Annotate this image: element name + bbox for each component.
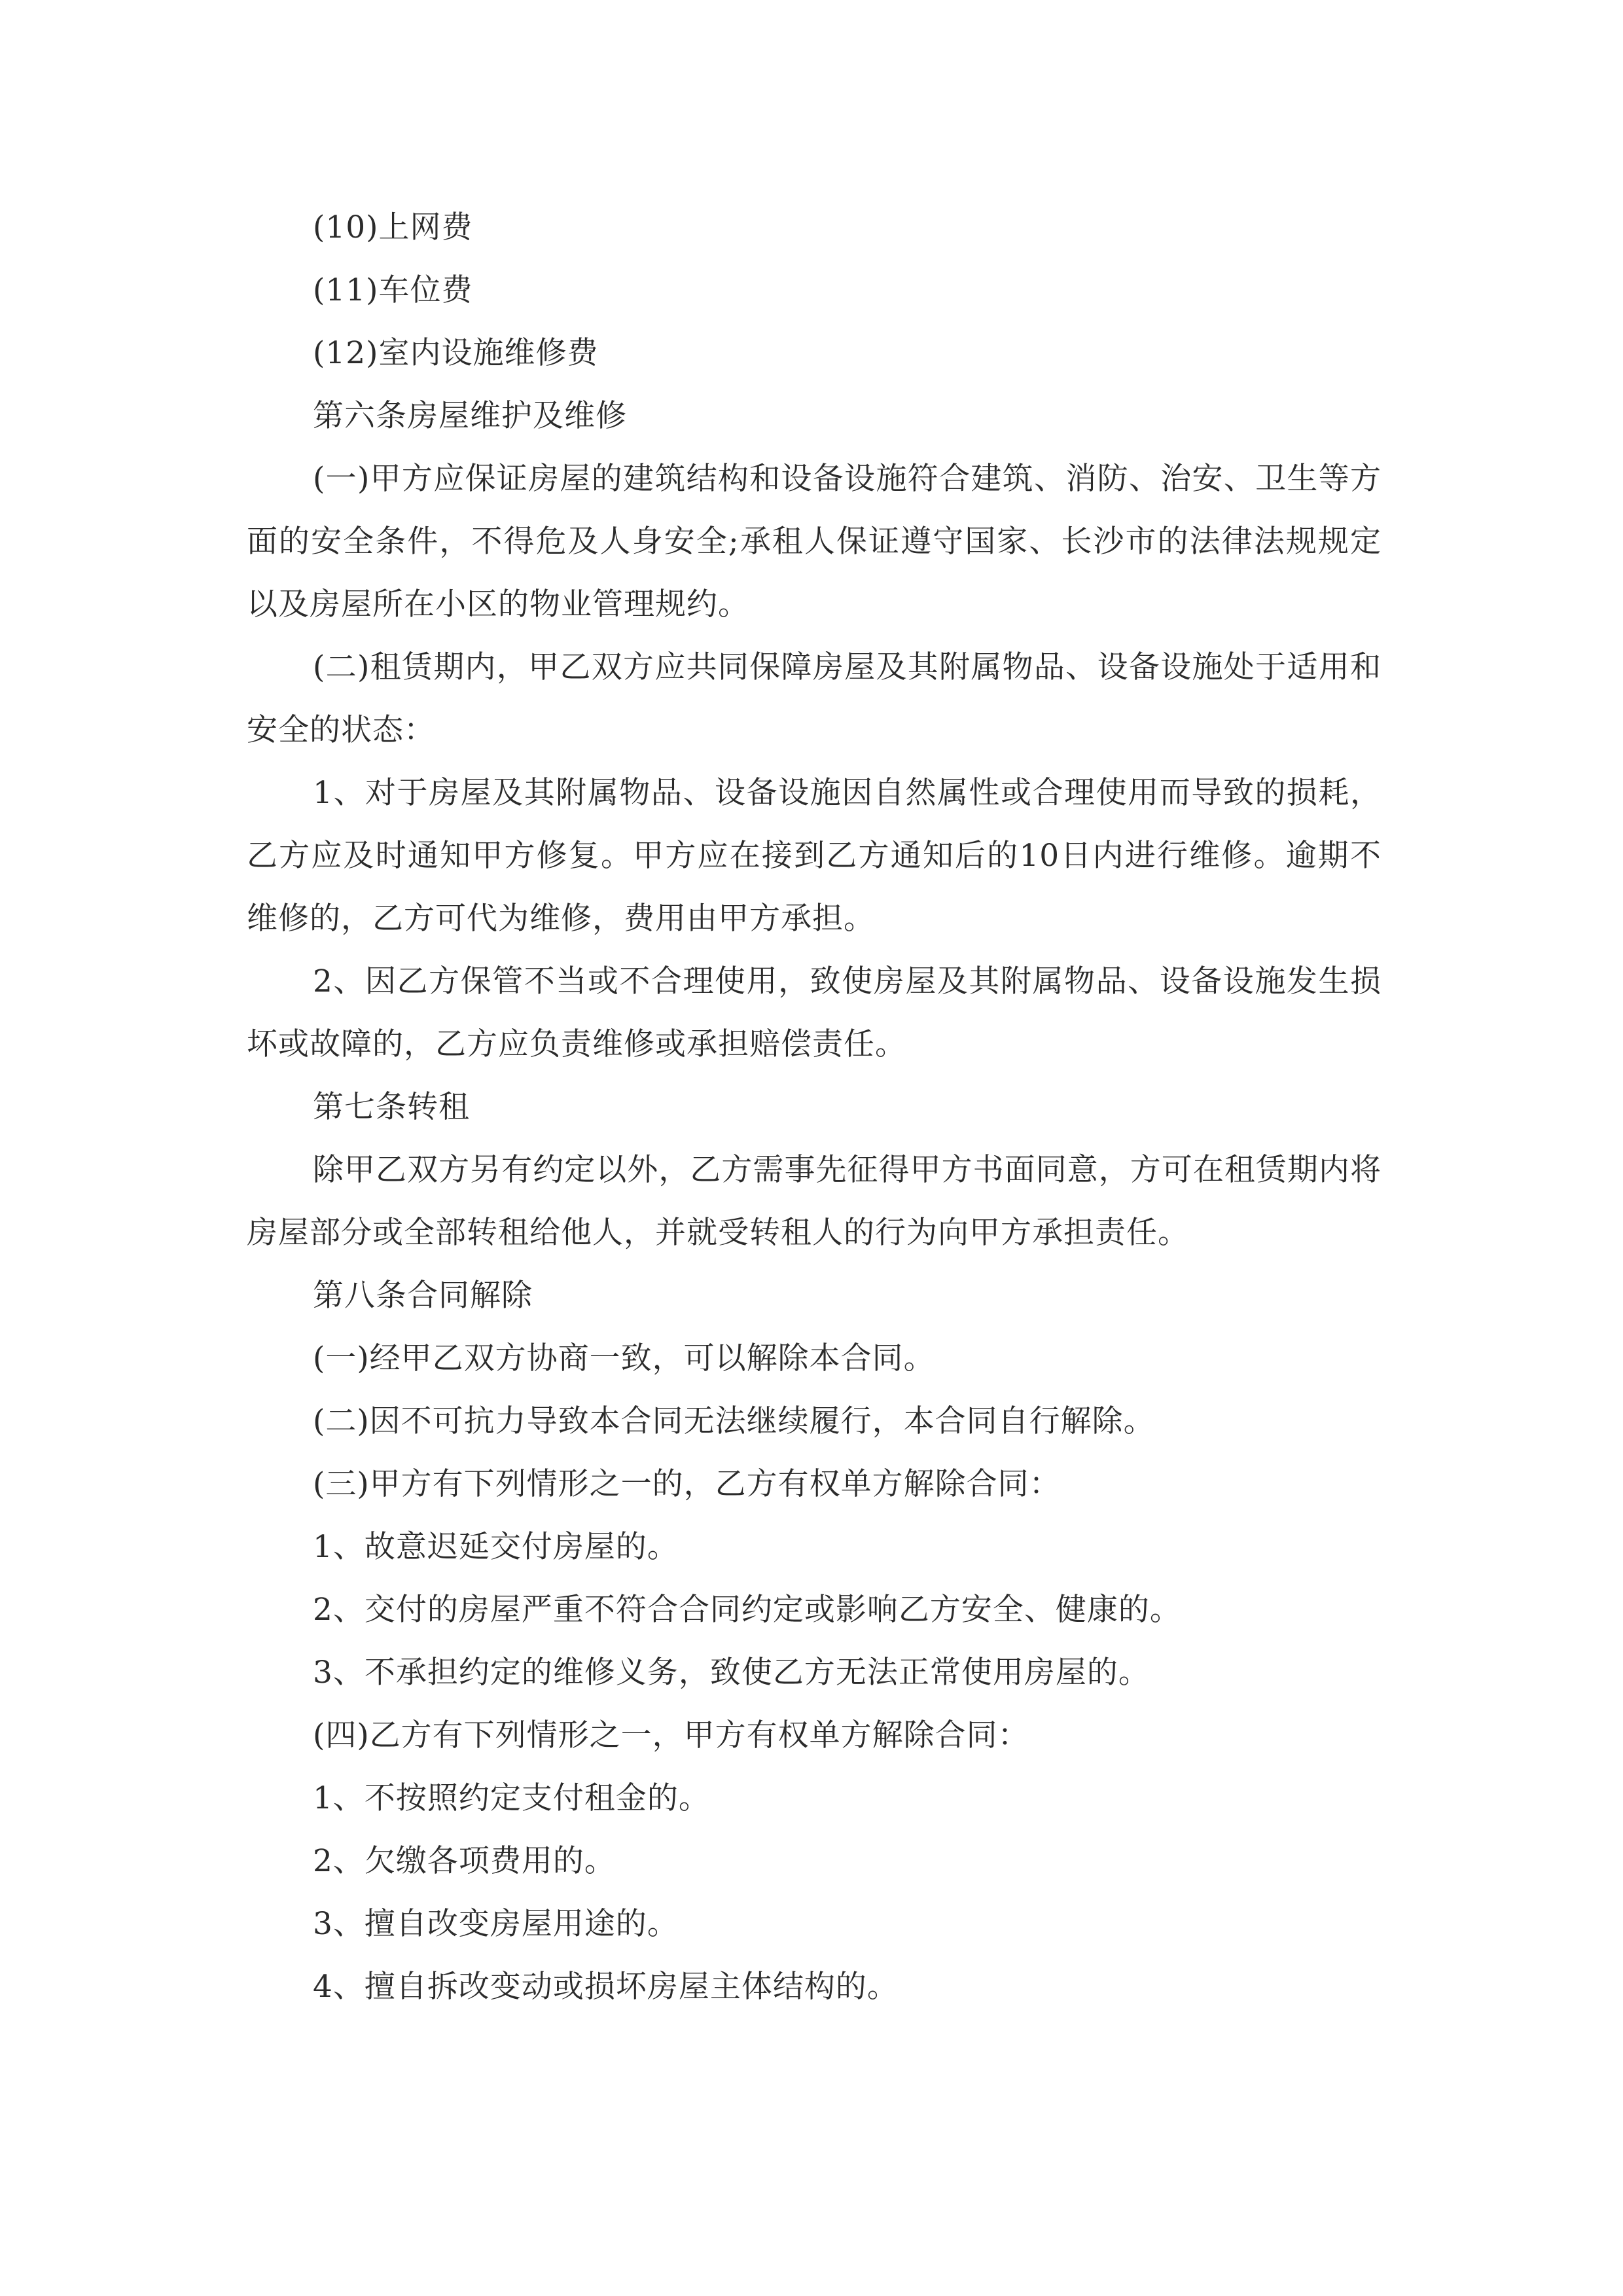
fee-item-11: (11)车位费 xyxy=(313,272,473,308)
article-8-clause-4-item-4: 4、擅自拆改变动或损坏房屋主体结构的。 xyxy=(313,1969,899,2005)
article-8-clause-3: (三)甲方有下列情形之一的，乙方有权单方解除合同： xyxy=(313,1466,1061,1502)
article-7-body: 除甲乙双方另有约定以外，乙方需事先征得甲方书面同意，方可在租赁期内将房屋部分或全部转租给他人，并就受转租人的行为向甲方承担责任。 xyxy=(247,1152,1382,1251)
article-6-clause-2: (二)租赁期内，甲乙双方应共同保障房屋及其附属物品、设备设施处于适用和安全的状态： xyxy=(247,649,1382,748)
article-6-clause-1: (一)甲方应保证房屋的建筑结构和设备设施符合建筑、消防、治安、卫生等方面的安全条件，不得危及人身安全;承租人保证遵守国家、长沙市的法律法规规定以及房屋所在小区的物业管理规约。 xyxy=(247,461,1382,622)
article-8-clause-4-item-1: 1、不按照约定支付租金的。 xyxy=(313,1780,710,1816)
fee-item-10: (10)上网费 xyxy=(313,209,473,245)
fee-item-12: (12)室内设施维修费 xyxy=(313,335,599,371)
article-8-clause-3-item-3: 3、不承担约定的维修义务，致使乙方无法正常使用房屋的。 xyxy=(313,1655,1150,1691)
article-8-clause-4-item-3: 3、擅自改变房屋用途的。 xyxy=(313,1906,679,1942)
article-8-heading: 第八条合同解除 xyxy=(313,1278,533,1314)
article-8-clause-4-item-2: 2、欠缴各项费用的。 xyxy=(313,1843,616,1879)
article-6-heading: 第六条房屋维护及维修 xyxy=(313,398,627,434)
article-8-clause-3-item-1: 1、故意迟延交付房屋的。 xyxy=(313,1529,679,1565)
article-8-clause-4: (四)乙方有下列情形之一，甲方有权单方解除合同： xyxy=(313,1717,1029,1753)
article-8-clause-3-item-2: 2、交付的房屋严重不符合合同约定或影响乙方安全、健康的。 xyxy=(313,1592,1181,1628)
article-8-clause-1: (一)经甲乙双方协商一致，可以解除本合同。 xyxy=(313,1340,935,1376)
article-6-clause-2-item-1: 1、对于房屋及其附属物品、设备设施因自然属性或合理使用而导致的损耗，乙方应及时通知甲方修复。甲方应在接到乙方通知后的10日内进行维修。逾期不维修的，乙方可代为维修，费用由甲方承担。 xyxy=(247,775,1382,937)
article-6-clause-2-item-2: 2、因乙方保管不当或不合理使用，致使房屋及其附属物品、设备设施发生损坏或故障的，乙方应负责维修或承担赔偿责任。 xyxy=(247,963,1382,1062)
document-body xyxy=(247,196,1382,2018)
article-7-heading: 第七条转租 xyxy=(313,1089,470,1125)
article-8-clause-2: (二)因不可抗力导致本合同无法继续履行，本合同自行解除。 xyxy=(313,1403,1155,1439)
